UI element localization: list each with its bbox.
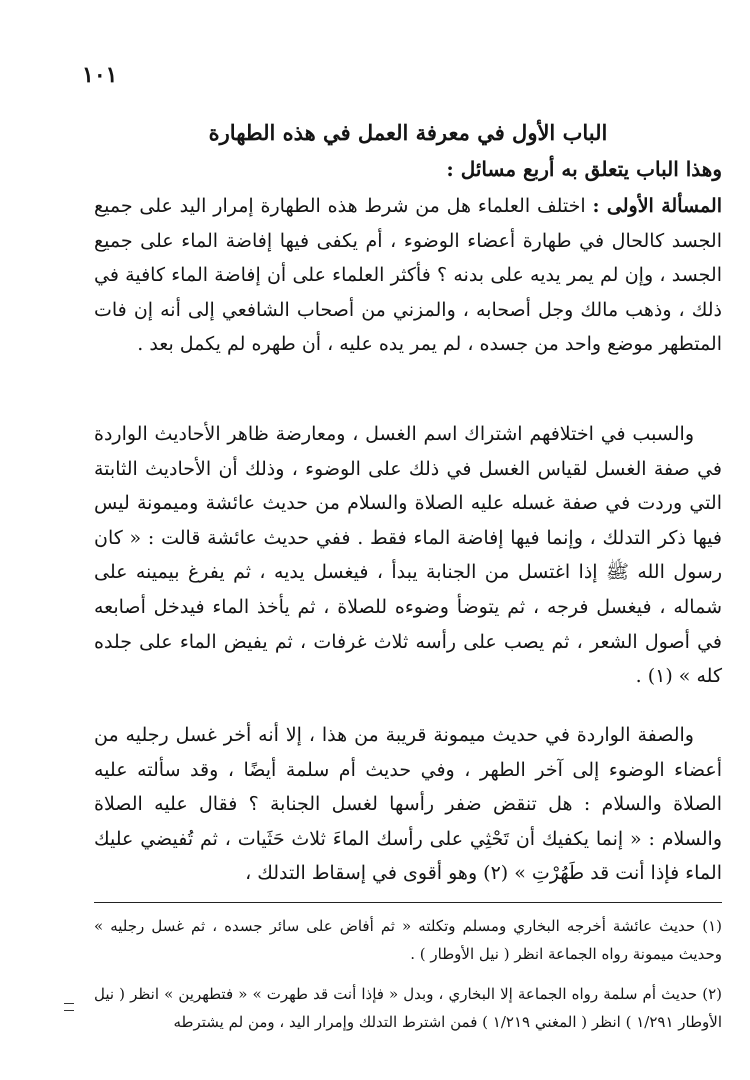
- paragraph-text: اختلف العلماء هل من شرط هذه الطهارة إمرار اليد على جميع الجسد كالحال في طهارة أعضاء الوضوء ، أم يكفى فيها إفاضة الماء على جميع الجسد ، وإن لم يمر يديه على بدنه ؟ فأكثر العلماء على أن إفاضة الماء كافية في ذلك ، وذهب مالك وجل أصحابه ، والمزني من أصحاب الشافعي إلى أنه إن فات المتطهر موضع واحد من جسده ، لم يمر يده عليه ، أن طهره لم يكمل بعد .: [94, 195, 722, 356]
- paragraph-text: والصفة الواردة في حديث ميمونة قريبة من هذا ، إلا أنه أخر غسل رجليه من أعضاء الوضوء إلى آخر الطهر ، وفي حديث أم سلمة أيضًا ، وقد سألته عليه الصلاة والسلام : هل تنقض ضفر رأسها لغسل الجنابة ؟ فقال عليه الصلاة والسلام : « إنما يكفيك أن تَحْثِي على رأسك الماءَ ثلاث حَثَيات ، ثم تُفيضي عليك الماء فإذا أنت قد طَهُرْتِ » (٢) وهو أقوى في إسقاط التدلك ،: [94, 724, 722, 885]
- footnote-spacer: [94, 968, 722, 980]
- paragraph-text: والسبب في اختلافهم اشتراك اسم الغسل ، ومعارضة ظاهر الأحاديث الواردة في صفة الغسل لقياس الغسل في ذلك على الوضوء ، وذلك أن الأحاديث الثابتة التي وردت في صفة غسله عليه الصلاة والسلام من حديث عائشة وميمونة ليس فيها ذكر التدلك ، وإنما فيها إفاضة الماء فقط . ففي حديث عائشة قالت : « كان رسول الله ﷺ إذا اغتسل من الجنابة يبدأ ، فيغسل يديه ، ثم يفرغ بيمينه على شماله ، فيغسل فرجه ، ثم يتوضأ وضوءه للصلاة ، ثم يأخذ الماء فيدخل أصابعه في أصول الشعر ، ثم يصب على رأسه ثلاث غرفات ، ثم يفيض الماء على جلده كله » (١) .: [94, 423, 722, 688]
- issue-label: المسألة الأولى :: [592, 195, 722, 217]
- footnote-separator: [94, 902, 722, 903]
- reason-paragraph: [94, 417, 722, 694]
- page-number: ١٠١: [82, 62, 118, 88]
- continuation-mark: [64, 1003, 74, 1011]
- chapter-title: الباب الأول في معرفة العمل في هذه الطهارة: [208, 120, 608, 145]
- footnote-1: (١) حديث عائشة أخرجه البخاري ومسلم وتكلته « ثم أفاض على سائر جسده ، ثم غسل رجليه » وحديث ميمونة رواه الجماعة انظر ( نيل الأوطار ) .: [94, 917, 722, 963]
- footnote-2: (٢) حديث أم سلمة رواه الجماعة إلا البخاري ، وبدل « فإذا أنت قد طهرت » « فتطهرين » انظر ( نيل الأوطار ١/٢٩١ ) انظر ( المغني ١/٢١٩ ) فمن اشترط التدلك وإمرار اليد ، ومن لم يشترطه: [94, 985, 722, 1031]
- maymuna-paragraph: [94, 718, 722, 891]
- issue-one-paragraph: [94, 189, 722, 362]
- footnotes: [94, 912, 722, 1036]
- chapter-intro: وهذا الباب يتعلق به أربع مسائل :: [446, 157, 722, 181]
